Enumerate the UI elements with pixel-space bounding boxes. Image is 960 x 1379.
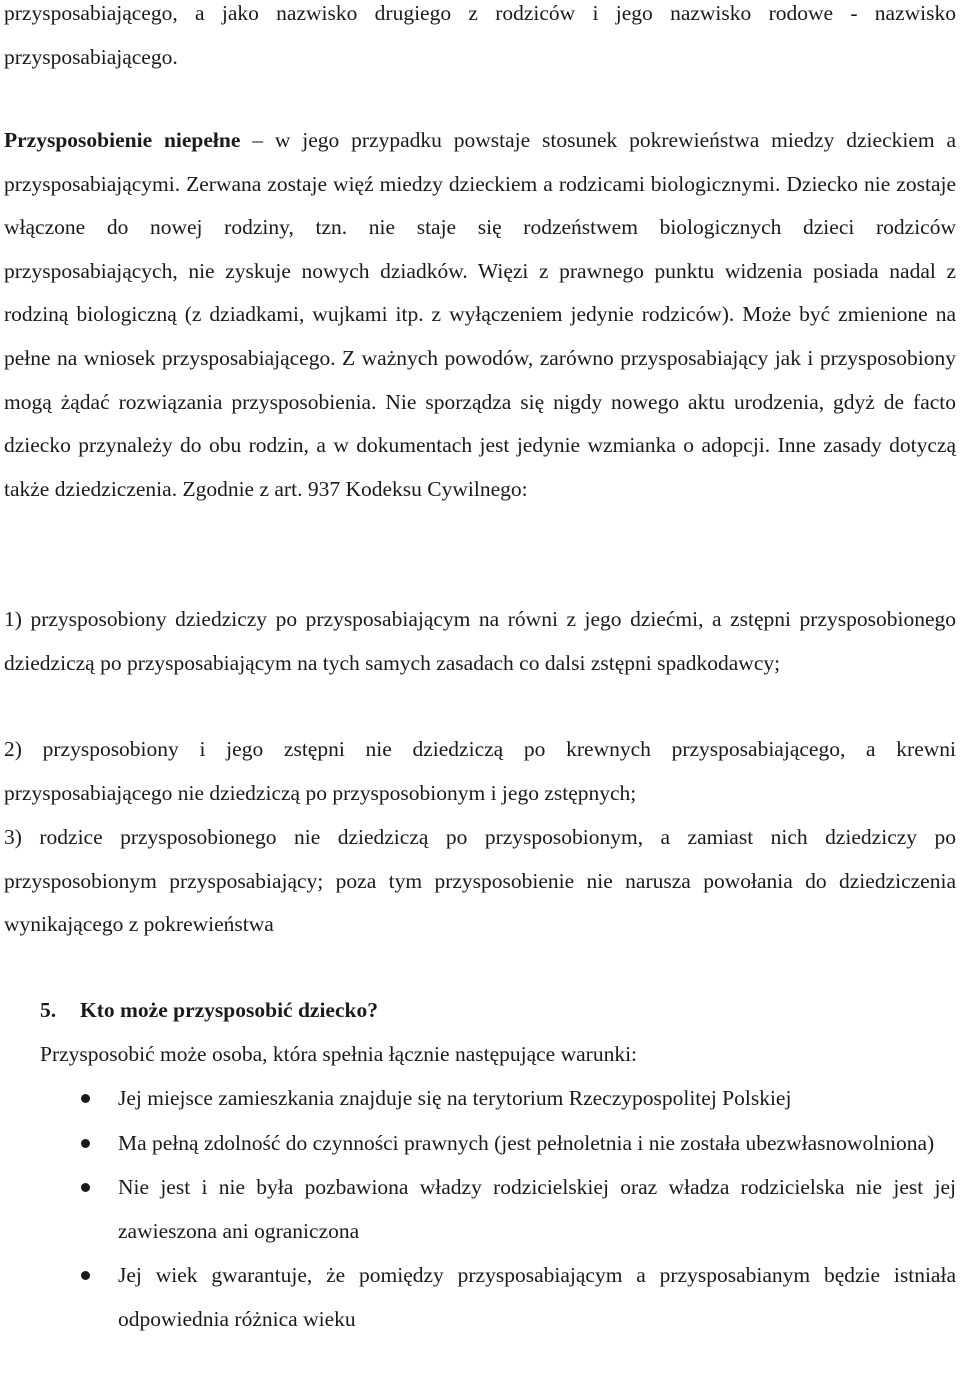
section-heading <box>40 989 378 1033</box>
inheritance-rule-1: 1) przysposobiony dziedziczy po przysposabiającym na równi z jego dziećmi, a zstępni przysposobionego dziedziczą po przysposabiającym na tych samych zasadach co dalsi zstępni spadkodawcy; <box>4 607 956 675</box>
list-item <box>118 1254 956 1341</box>
list-item-text: Jej miejsce zamieszkania znajduje się na terytorium Rzeczypospolitej Polskiej <box>118 1086 792 1110</box>
list-item-text: Ma pełną zdolność do czynności prawnych (jest pełnoletnia i nie została ubezwłasnowolniona) <box>118 1130 935 1155</box>
paragraph-incomplete-adoption <box>4 119 956 511</box>
term-incomplete-adoption: Przysposobienie niepełne <box>4 128 241 152</box>
list-item <box>118 1122 956 1166</box>
inheritance-rule-2: 2) przysposobiony i jego zstępni nie dziedziczą po krewnych przysposabiającego, a krewni przysposabiającego nie dziedziczą po przysposobionym i jego zstępnych; <box>4 737 956 805</box>
bullet-icon <box>81 1271 90 1280</box>
section-title: Kto może przysposobić dziecko? <box>80 998 378 1022</box>
bullet-icon <box>81 1094 90 1103</box>
list-item-text: Nie jest i nie była pozbawiona władzy rodzicielskiej oraz władza rodzicielska nie jest jej zawieszona ani ograniczona <box>118 1175 956 1243</box>
section-number: 5. <box>40 998 57 1022</box>
bullet-icon <box>81 1139 90 1148</box>
paragraph-continuation: przysposabiającego, a jako nazwisko drugiego z rodziców i jego nazwisko rodowe - nazwisko przysposabiającego. <box>4 1 956 69</box>
list-item <box>118 1166 956 1253</box>
list-item <box>118 1077 956 1121</box>
bullet-icon <box>81 1183 90 1192</box>
section-intro: Przysposobić może osoba, która spełnia łącznie następujące warunki: <box>40 1042 638 1066</box>
list-item-text: Jej wiek gwarantuje, że pomiędzy przysposabiającym a przysposabianym będzie istniała odpowiednia różnica wieku <box>118 1263 956 1331</box>
inheritance-rule-3: 3) rodzice przysposobionego nie dziedziczą po przysposobionym, a zamiast nich dziedziczy po przysposobionym przysposabiający; poza tym przysposobienie nie narusza powołania do dziedziczenia wynikającego z pokrewieństwa <box>4 825 956 937</box>
paragraph-incomplete-adoption-text: – w jego przypadku powstaje stosunek pokrewieństwa miedzy dzieckiem a przysposabiającymi. Zerwana zostaje więź miedzy dzieckiem a rodzicami biologicznymi. Dziecko nie zostaje włączone do nowej rodziny, tzn. nie staje się rodzeństwem biologicznych dzieci rodziców przysposabiających, nie zyskuje nowych dziadków. Więzi z prawnego punktu widzenia posiada nadal z rodziną biologiczną (z dziadkami, wujkami itp. z wyłączeniem jedynie rodziców). Może być zmienione na pełne na wniosek przysposabiającego. Z ważnych powodów, zarówno przysposabiający jak i przysposobiony mogą żądać rozwiązania przysposobienia. Nie sporządza się nigdy nowego aktu urodzenia, gdyż de facto dziecko przynależy do obu rodzin, a w dokumentach jest jedynie wzmianka o adopcji. Inne zasady dotyczą także dziedziczenia. Zgodnie z art. 937 Kodeksu Cywilnego: <box>4 128 956 501</box>
conditions-list <box>118 1077 956 1343</box>
